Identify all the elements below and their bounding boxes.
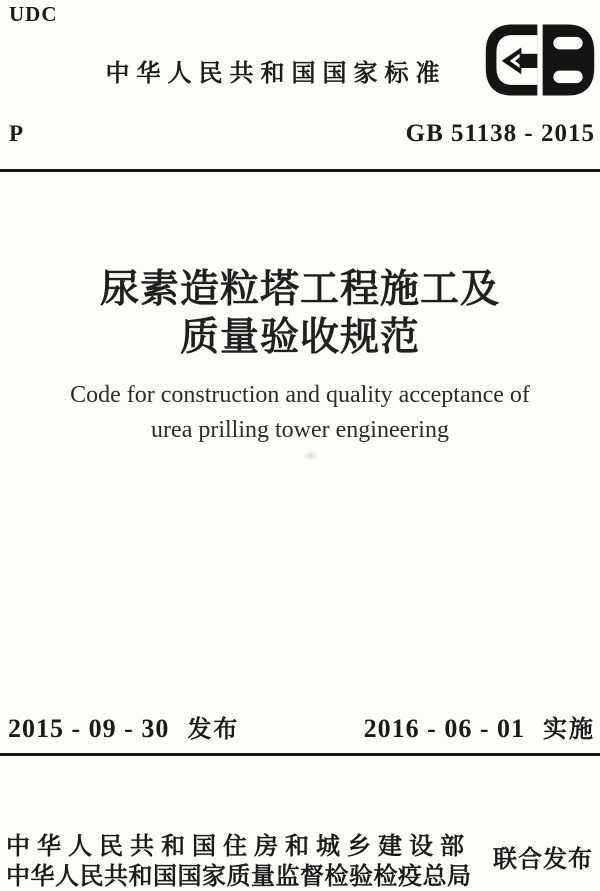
implement-date-group xyxy=(364,709,595,744)
implement-date: 2016 - 06 - 01 xyxy=(363,714,525,743)
scan-smudge-artifact xyxy=(303,450,319,461)
gb-logo-icon xyxy=(484,22,596,98)
title-zh-line1: 尿素造粒塔工程施工及 xyxy=(99,268,500,311)
bottom-divider xyxy=(0,753,600,756)
title-en-line1: Code for construction and quality acceptance of xyxy=(70,382,530,408)
page-title-zh xyxy=(0,266,600,361)
dates-row xyxy=(8,709,595,744)
title-zh-line2: 质量验收规范 xyxy=(179,315,420,359)
gb-logo-svg xyxy=(484,22,596,98)
doc-class-label: P xyxy=(9,121,24,146)
issue-label: 发布 xyxy=(187,716,240,743)
title-en-line2: urea prilling tower engineering xyxy=(151,416,449,443)
national-standard-label: 中华人民共和国国家标准 xyxy=(105,60,447,87)
udc-label: UDC xyxy=(9,2,58,26)
joint-publish-label: 联合发布 xyxy=(493,846,593,873)
standard-number: GB 51138 - 2015 xyxy=(405,120,595,147)
publisher-line2: 中华人民共和国国家质量监督检验检疫总局 xyxy=(6,863,472,890)
implement-label: 实施 xyxy=(543,716,595,743)
publisher-line1: 中华人民共和国住房和城乡建设部 xyxy=(6,833,471,860)
issue-date: 2015 - 09 - 30 xyxy=(8,714,170,743)
top-divider xyxy=(0,169,600,172)
issue-date-group xyxy=(8,709,239,744)
page-title-en xyxy=(0,378,600,448)
